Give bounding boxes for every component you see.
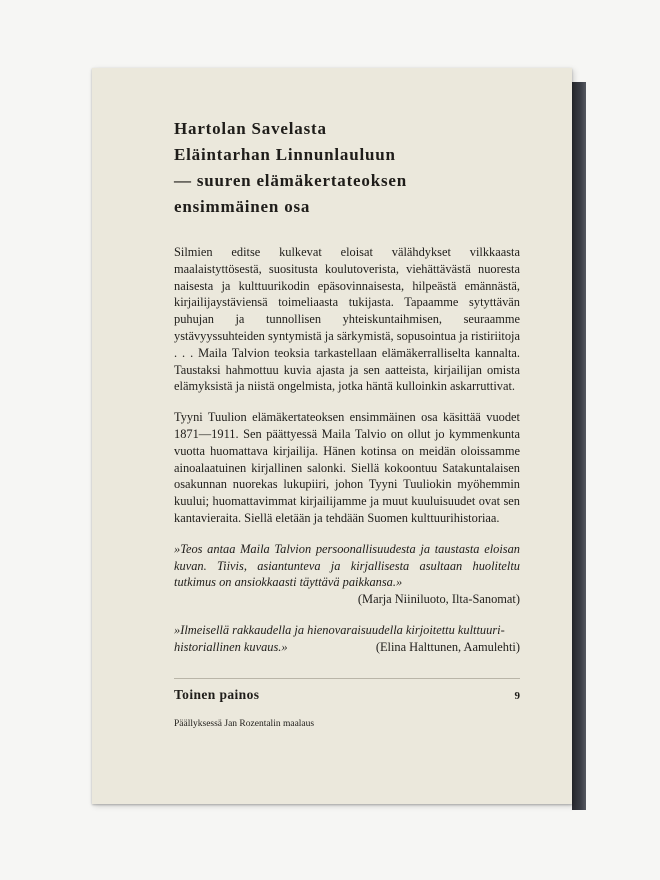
cover-content [174,116,520,729]
title-line: Hartolan Savelasta [174,119,327,138]
title-line: — suuren elämäkertateoksen [174,171,407,190]
page-number: 9 [514,689,520,702]
book-spine-shadow [572,82,586,810]
title-line: ensimmäinen osa [174,197,311,216]
review-quote-1 [174,541,520,608]
review-quote-2 [174,622,520,656]
blurb-paragraph-2: Tyyni Tuulion elämäkertateoksen ensimmäinen osa käsittää vuodet 1871—1911. Sen päättyessä Maila Talvio on ollut jo kymmenkunta vuotta huomattava kirjailija. Hänen kotinsa on meidän oloissamme ainoalaatuinen kirjallinen salonki. Siellä kokoontuu Satakuntalaisen osakunnan nuorekas lukupiiri, johon Tyyni Tuuliokin myöhemmin kuului; huomattavimmat kirjailijamme ja muut kuuluisuudet ovat sen kantavieraita. Siellä eletään ja tehdään Suomen kulttuurihistoriaa. [174,410,520,525]
review-quote-row [174,639,520,656]
edition-row [174,678,520,703]
blurb-paragraph-1: Silmien editse kulkevat eloisat välähdykset vilkkaasta maalaistyttösestä, suositusta koulutoverista, viehättävästä nuoresta naisesta ja kulttuurikodin epäsovinnaisesta, hilpeästä emännästä, kirjailijaystäviensä toimeliaasta tukijasta. Tapaamme sytyttävän puhujan ja tunnollisen yhteiskuntaihmisen, seuraamme ystävyyssuhteiden syntymistä ja särkymistä, sopusointua ja ristiriitoja . . . Maila Talvion teoksia tarkastellaan elämäkerralliselta kannalta. Taustaksi hahmottuu kuvia ajasta ja sen aatteista, kirjailijan omista elämyksistä ja niistä ongelmista, jotka häntä kulloinkin askarruttivat. [174,245,520,394]
review-quote-text: »Teos antaa Maila Talvion persoonallisuudesta ja taustasta eloisan kuvan. Tiivis, asiantunteva ja kirjallisesta asultaan huoliteltu tutkimus on ansiokkaasti täyttävä paikkansa.» [174,541,520,590]
cover-credit: Päällyksessä Jan Rozentalin maalaus [174,718,315,729]
review-quote-source: (Elina Halttunen, Aamulehti) [375,639,520,654]
review-quote-source: (Marja Niiniluoto, Ilta-Sanomat) [357,592,520,607]
review-quote-text: historiallinen kuvaus.» [174,639,288,654]
book-back-cover [92,68,572,804]
blurb-title [174,116,520,220]
title-line: Eläintarhan Linnunlauluun [174,145,396,164]
edition-label: Toinen painos [174,686,260,702]
review-quote-text: »Ilmeisellä rakkaudella ja hienovaraisuudella kirjoitettu kulttuuri- [174,622,505,637]
